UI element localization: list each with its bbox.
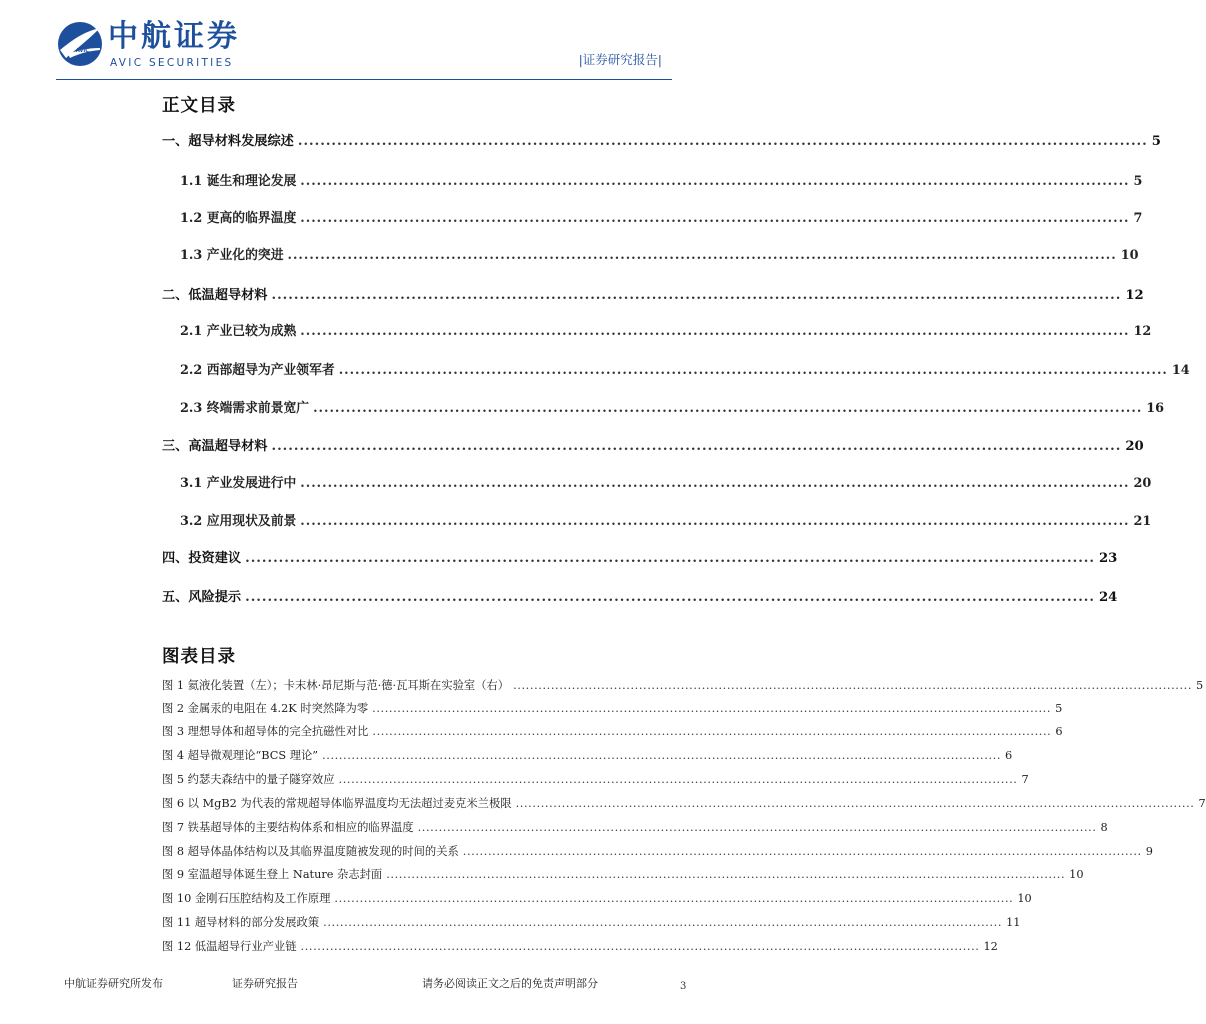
figure-entry-label: 图 8 超导体晶体结构以及其临界温度随被发现的时间的关系 xyxy=(162,845,459,858)
toc-heading: 正文目录 xyxy=(162,96,236,116)
toc-entry[interactable] xyxy=(162,435,1144,455)
footer-doc-type: 证券研究报告 xyxy=(232,977,298,990)
figure-entry-page: 7 xyxy=(1198,797,1206,810)
figure-entry-page: 12 xyxy=(983,940,998,953)
figure-entry-page: 9 xyxy=(1145,845,1153,858)
toc-entry-page: 14 xyxy=(1171,363,1190,378)
dot-leader: .................................................................................................................................................................. xyxy=(513,679,1193,692)
toc-entry[interactable] xyxy=(162,586,1118,606)
toc-entry[interactable] xyxy=(180,207,1143,227)
figure-entry-label: 图 3 理想导体和超导体的完全抗磁性对比 xyxy=(162,725,369,738)
dot-leader: ........................................................................................................................................................ xyxy=(300,174,1130,189)
page-footer xyxy=(0,965,724,1005)
figure-entry-page: 8 xyxy=(1100,821,1108,834)
dot-leader: .................................................................................................................................................................. xyxy=(386,868,1066,881)
figure-entry-page: 5 xyxy=(1055,702,1063,715)
page-header xyxy=(0,0,724,82)
page-number: 3 xyxy=(680,981,687,992)
toc-entry-page: 20 xyxy=(1133,476,1152,491)
figure-entry-label: 图 1 氦液化装置（左）；卡末林·昂尼斯与范·德·瓦耳斯在实验室（右） xyxy=(162,679,510,692)
figure-entry[interactable] xyxy=(162,723,1063,739)
figure-entry-page: 11 xyxy=(1006,916,1021,929)
toc-entry-label: 四、投资建议 xyxy=(162,551,242,566)
figure-entry-label: 图 5 约瑟夫森结中的量子隧穿效应 xyxy=(162,773,335,786)
toc-entry-label: 一、超导材料发展综述 xyxy=(162,134,294,149)
toc-entry-page: 21 xyxy=(1133,514,1152,529)
figure-entry-label: 图 12 低温超导行业产业链 xyxy=(162,940,297,953)
toc-entry-label: 2.1 产业已较为成熟 xyxy=(180,324,297,339)
toc-entry-label: 二、低温超导材料 xyxy=(162,288,268,303)
dot-leader: .................................................................................................................................................................. xyxy=(322,749,1002,762)
dot-leader: ........................................................................................................................................................ xyxy=(245,590,1095,605)
toc-entry-page: 24 xyxy=(1098,590,1118,605)
dot-leader: .................................................................................................................................................................. xyxy=(338,773,1018,786)
dot-leader: ........................................................................................................................................................ xyxy=(271,288,1122,303)
toc-entry-label: 三、高温超导材料 xyxy=(162,439,268,454)
figure-entry[interactable] xyxy=(162,866,1084,882)
figure-entry[interactable] xyxy=(162,677,1204,693)
toc-entry[interactable] xyxy=(180,244,1139,264)
figure-entry-page: 6 xyxy=(1055,725,1063,738)
figure-entry-page: 6 xyxy=(1005,749,1013,762)
toc-entry[interactable] xyxy=(180,397,1165,417)
figure-entry[interactable] xyxy=(162,938,998,954)
figure-entry-page: 10 xyxy=(1017,892,1032,905)
figure-entry-label: 图 4 超导微观理论“BCS 理论” xyxy=(162,749,319,762)
toc-entry-page: 12 xyxy=(1125,288,1144,303)
figure-entry-label: 图 2 金属汞的电阻在 4.2K 时突然降为零 xyxy=(162,702,369,715)
dot-leader: ........................................................................................................................................................ xyxy=(300,211,1130,226)
figure-entry[interactable] xyxy=(162,747,1013,763)
figure-entry[interactable] xyxy=(162,795,1206,811)
toc-entry[interactable] xyxy=(162,130,1161,150)
dot-leader: ........................................................................................................................................................ xyxy=(245,551,1095,566)
toc-entry[interactable] xyxy=(180,359,1190,379)
toc-entry-label: 1.3 产业化的突进 xyxy=(180,248,284,263)
figure-entry[interactable] xyxy=(162,843,1153,859)
toc-entry[interactable] xyxy=(180,510,1152,530)
dot-leader: .................................................................................................................................................................. xyxy=(515,797,1195,810)
header-divider xyxy=(56,79,672,80)
toc-entry[interactable] xyxy=(180,472,1152,492)
dot-leader: ........................................................................................................................................................ xyxy=(300,514,1130,529)
toc-entry-label: 2.2 西部超导为产业领军者 xyxy=(180,363,335,378)
toc-entry-page: 5 xyxy=(1151,134,1161,149)
dot-leader: .................................................................................................................................................................. xyxy=(300,940,980,953)
toc-entry-label: 3.1 产业发展进行中 xyxy=(180,476,297,491)
toc-entry-page: 20 xyxy=(1125,439,1144,454)
figure-entry[interactable] xyxy=(162,700,1063,716)
toc-entry[interactable] xyxy=(162,547,1118,567)
toc-entry-label: 五、风险提示 xyxy=(162,590,242,605)
dot-leader: .................................................................................................................................................................. xyxy=(372,725,1052,738)
figure-entry-label: 图 9 室温超导体诞生登上 Nature 杂志封面 xyxy=(162,868,383,881)
dot-leader: ........................................................................................................................................................ xyxy=(287,248,1117,263)
dot-leader: .................................................................................................................................................................. xyxy=(462,845,1142,858)
figure-entry-label: 图 10 金刚石压腔结构及工作原理 xyxy=(162,892,331,905)
figure-entry-label: 图 11 超导材料的部分发展政策 xyxy=(162,916,320,929)
figure-entry[interactable] xyxy=(162,890,1032,906)
figure-entry-page: 10 xyxy=(1069,868,1084,881)
figure-entry-label: 图 6 以 MgB2 为代表的常规超导体临界温度均无法超过麦克米兰极限 xyxy=(162,797,512,810)
dot-leader: ........................................................................................................................................................ xyxy=(300,476,1130,491)
figure-entry-label: 图 7 铁基超导体的主要结构体系和相应的临界温度 xyxy=(162,821,414,834)
footer-publisher: 中航证券研究所发布 xyxy=(64,977,163,990)
figure-list-heading: 图表目录 xyxy=(162,647,236,667)
toc-entry-label: 2.3 终端需求前景宽广 xyxy=(180,401,310,416)
dot-leader: ........................................................................................................................................................ xyxy=(338,363,1168,378)
dot-leader: .................................................................................................................................................................. xyxy=(323,916,1003,929)
toc-entry-page: 10 xyxy=(1120,248,1139,263)
toc-entry-page: 7 xyxy=(1133,211,1143,226)
dot-leader: .................................................................................................................................................................. xyxy=(372,702,1052,715)
toc-entry[interactable] xyxy=(180,170,1143,190)
figure-entry-page: 5 xyxy=(1196,679,1204,692)
figure-entry-page: 7 xyxy=(1021,773,1029,786)
toc-entry-label: 1.2 更高的临界温度 xyxy=(180,211,297,226)
toc-entry[interactable] xyxy=(162,284,1144,304)
dot-leader: ........................................................................................................................................................ xyxy=(300,324,1130,339)
dot-leader: ........................................................................................................................................................ xyxy=(271,439,1122,454)
report-tag: |证券研究报告| xyxy=(578,52,662,67)
logo-cn-text: 中航证券 xyxy=(108,19,240,54)
toc-entry-page: 16 xyxy=(1146,401,1165,416)
dot-leader: ........................................................................................................................................................ xyxy=(313,401,1143,416)
avic-logo-icon xyxy=(56,20,104,68)
footer-disclaimer: 请务必阅读正文之后的免责声明部分 xyxy=(422,977,598,990)
figure-entry[interactable] xyxy=(162,914,1021,930)
figure-entry[interactable] xyxy=(162,771,1029,787)
toc-entry-page: 5 xyxy=(1133,174,1143,189)
toc-entry-page: 23 xyxy=(1098,551,1118,566)
dot-leader: .................................................................................................................................................................. xyxy=(417,821,1097,834)
toc-entry-label: 3.2 应用现状及前景 xyxy=(180,514,297,529)
logo-en-text: AVIC SECURITIES xyxy=(110,57,234,69)
svg-text:AVIC: AVIC xyxy=(76,48,89,54)
dot-leader: .................................................................................................................................................................. xyxy=(334,892,1014,905)
toc-entry-page: 12 xyxy=(1133,324,1152,339)
toc-entry-label: 1.1 诞生和理论发展 xyxy=(180,174,297,189)
toc-entry[interactable] xyxy=(180,320,1152,340)
figure-entry[interactable] xyxy=(162,819,1108,835)
dot-leader: ........................................................................................................................................................ xyxy=(297,134,1148,149)
